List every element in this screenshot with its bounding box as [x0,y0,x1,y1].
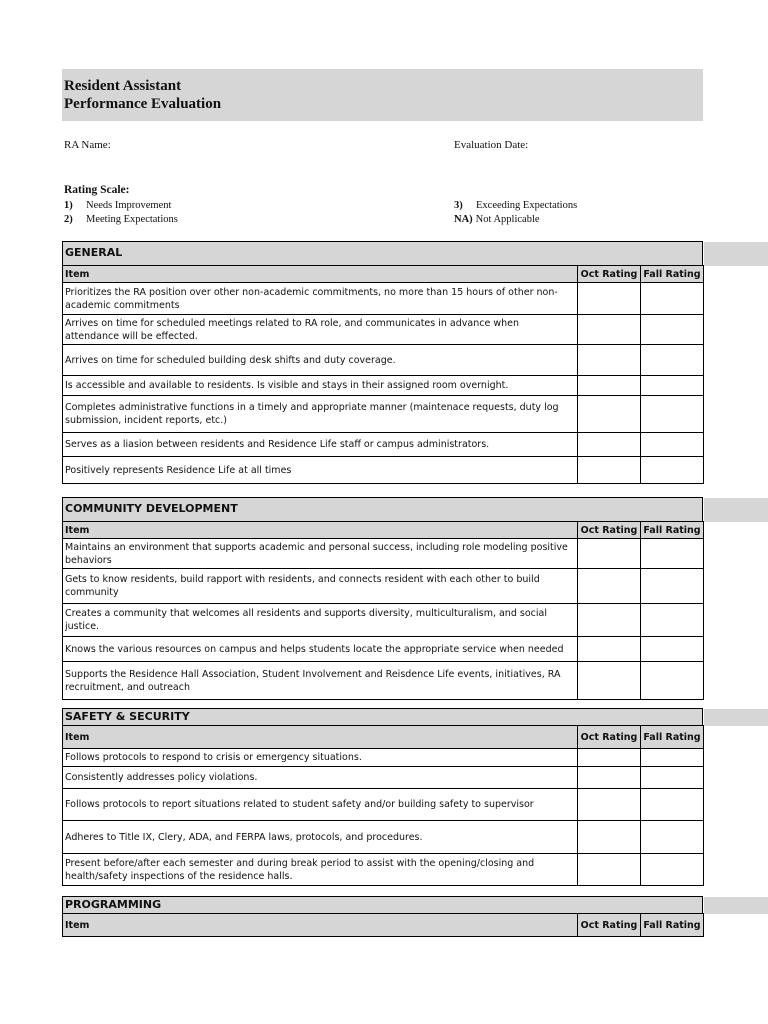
criterion-text: Gets to know residents, build rapport with residents, and connects resident with each other to build community [63,569,578,604]
criterion-text: Creates a community that welcomes all residents and supports diversity, multiculturalism, and social justice. [63,604,578,637]
fall-rating-cell[interactable] [641,569,704,604]
section-title: SAFETY & SECURITY [65,710,190,723]
section-community-development [62,497,703,700]
oct-rating-cell[interactable] [578,821,641,854]
section-general [62,241,703,484]
fall-rating-cell[interactable] [641,637,704,662]
oct-rating-cell[interactable] [578,604,641,637]
oct-rating-cell[interactable] [578,345,641,376]
table-row [63,767,704,789]
oct-rating-cell[interactable] [578,637,641,662]
rating-label: Exceeding Expectations [476,200,578,211]
table-row [63,662,704,700]
section-header [62,708,703,725]
oct-rating-cell[interactable] [578,315,641,345]
oct-rating-cell[interactable] [578,749,641,767]
table-row [63,854,704,886]
table-header-row [63,266,704,283]
table-header-row [63,726,704,749]
criterion-text: Adheres to Title IX, Clery, ADA, and FERPA laws, protocols, and procedures. [63,821,578,854]
section-programming [62,896,703,937]
rating-label: Needs Improvement [86,200,172,211]
oct-rating-cell[interactable] [578,376,641,396]
document-title-band [62,69,703,121]
criterion-text: Arrives on time for scheduled meetings related to RA role, and communicates in advance when attendance will be effected. [63,315,578,345]
table-row [63,789,704,821]
fall-rating-cell[interactable] [641,433,704,457]
table-row [63,376,704,396]
table-row [63,749,704,767]
ra-name-label: RA Name: [64,139,111,151]
section-header-extension [704,709,768,726]
fall-rating-cell[interactable] [641,376,704,396]
criterion-text: Prioritizes the RA position over other non-academic commitments, no more than 15 hours of other non-academic commitments [63,283,578,315]
criterion-text: Supports the Residence Hall Association, Student Involvement and Reisdence Life events, initiatives, RA recruitment, and outreach [63,662,578,700]
oct-rating-cell[interactable] [578,539,641,569]
table-row [63,637,704,662]
oct-rating-cell[interactable] [578,457,641,484]
column-header-item: Item [63,522,578,539]
criterion-text: Present before/after each semester and during break period to assist with the opening/closing and health/safety inspections of the residence halls. [63,854,578,886]
column-header-oct: Oct Rating [578,266,641,283]
criterion-text: Maintains an environment that supports academic and personal success, including role modeling positive behaviors [63,539,578,569]
evaluation-table [62,725,704,886]
column-header-oct: Oct Rating [578,914,641,937]
evaluation-table [62,913,704,937]
fall-rating-cell[interactable] [641,539,704,569]
evaluation-date-label: Evaluation Date: [454,139,529,151]
table-header-row [63,522,704,539]
document-title-line2: Performance Evaluation [64,96,222,112]
table-row [63,396,704,433]
criterion-text: Arrives on time for scheduled building desk shifts and duty coverage. [63,345,578,376]
fall-rating-cell[interactable] [641,749,704,767]
fall-rating-cell[interactable] [641,767,704,789]
criterion-text: Follows protocols to respond to crisis or emergency situations. [63,749,578,767]
criterion-text: Positively represents Residence Life at all times [63,457,578,484]
rating-key: NA) [454,214,473,225]
fall-rating-cell[interactable] [641,345,704,376]
rating-scale-item [454,214,540,225]
oct-rating-cell[interactable] [578,767,641,789]
section-safety-security [62,708,703,886]
criterion-text: Completes administrative functions in a timely and appropriate manner (maintenace requests, duty log submission, incident reports, etc.) [63,396,578,433]
column-header-item: Item [63,266,578,283]
table-row [63,457,704,484]
column-header-oct: Oct Rating [578,726,641,749]
rating-label: Meeting Expectations [86,214,178,225]
table-header-row [63,914,704,937]
section-header [62,241,703,265]
section-header-extension [704,897,768,914]
rating-scale-item [454,200,577,211]
criterion-text: Consistently addresses policy violations. [63,767,578,789]
oct-rating-cell[interactable] [578,789,641,821]
section-title: COMMUNITY DEVELOPMENT [65,502,238,515]
rating-key: 1) [64,200,73,211]
section-header-extension [704,498,768,522]
rating-scale-item [64,200,171,211]
fall-rating-cell[interactable] [641,789,704,821]
evaluation-table [62,521,704,700]
column-header-fall: Fall Rating [641,726,704,749]
table-row [63,604,704,637]
fall-rating-cell[interactable] [641,821,704,854]
table-row [63,569,704,604]
oct-rating-cell[interactable] [578,569,641,604]
table-row [63,433,704,457]
fall-rating-cell[interactable] [641,457,704,484]
section-title: GENERAL [65,246,123,259]
criterion-text: Is accessible and available to residents. Is visible and stays in their assigned room overnight. [63,376,578,396]
column-header-fall: Fall Rating [641,266,704,283]
fall-rating-cell[interactable] [641,283,704,315]
fall-rating-cell[interactable] [641,854,704,886]
criterion-text: Follows protocols to report situations related to student safety and/or building safety to supervisor [63,789,578,821]
criterion-text: Serves as a liasion between residents and Residence Life staff or campus administrators. [63,433,578,457]
rating-scale-item [64,214,178,225]
column-header-fall: Fall Rating [641,522,704,539]
oct-rating-cell[interactable] [578,396,641,433]
table-row [63,283,704,315]
column-header-oct: Oct Rating [578,522,641,539]
fall-rating-cell[interactable] [641,662,704,700]
column-header-fall: Fall Rating [641,914,704,937]
rating-label: Not Applicable [475,214,540,225]
column-header-item: Item [63,914,578,937]
table-row [63,315,704,345]
fall-rating-cell[interactable] [641,315,704,345]
fall-rating-cell[interactable] [641,604,704,637]
evaluation-table [62,265,704,484]
rating-key: 3) [454,200,463,211]
oct-rating-cell[interactable] [578,283,641,315]
table-row [63,821,704,854]
oct-rating-cell[interactable] [578,854,641,886]
table-row [63,345,704,376]
section-title: PROGRAMMING [65,898,162,911]
fall-rating-cell[interactable] [641,396,704,433]
oct-rating-cell[interactable] [578,662,641,700]
oct-rating-cell[interactable] [578,433,641,457]
column-header-item: Item [63,726,578,749]
rating-scale-title: Rating Scale: [64,184,130,196]
section-header [62,896,703,913]
section-header-extension [704,242,768,266]
table-row [63,539,704,569]
document-title-line1: Resident Assistant [64,78,182,94]
rating-key: 2) [64,214,73,225]
section-header [62,497,703,521]
criterion-text: Knows the various resources on campus and helps students locate the appropriate service when needed [63,637,578,662]
